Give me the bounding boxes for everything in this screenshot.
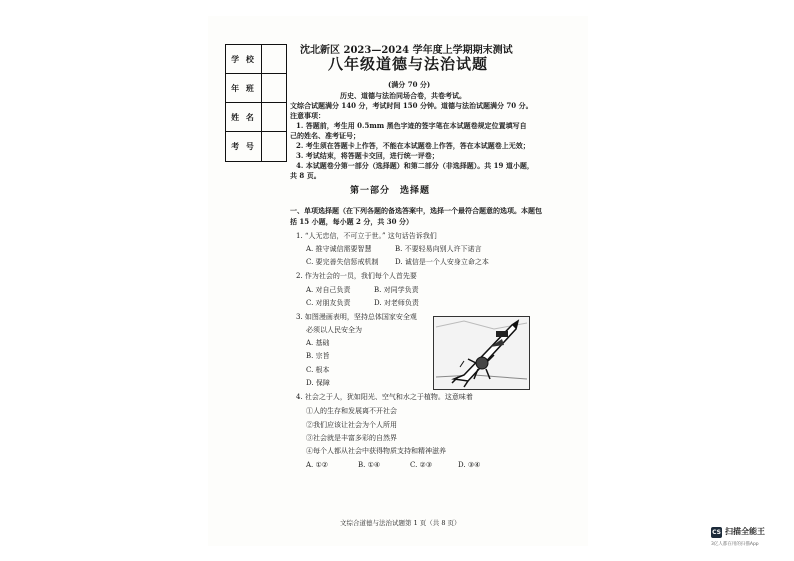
question-3-option-d: D. 保障 [306,379,330,387]
question-2-option-c: C. 对朋友负责 [306,299,351,307]
part-intro: 一、单项选择题（在下列各题的备选答案中，选择一个最符合题意的选项。本题包 [290,206,542,215]
exam-title: 沈北新区 2023—2024 学年度上学期期末测试 [300,45,513,56]
subject-note: 历史、道德与法治同场合卷，共卷考试。 [340,91,466,100]
cartoon-illustration [433,316,530,390]
note-item-2: 2. 考生须在答题卡上作答，不能在本试题卷上作答，答在本试题卷上无效； [296,141,530,150]
question-2-option-a: A. 对自己负责 [306,286,351,294]
question-4-option-c: C. ②③ [410,461,433,469]
question-3-option-b: B. 宗旨 [306,352,330,360]
question-3-stem: 3. 如图漫画表明，坚持总体国家安全观 [296,313,417,321]
question-4-option-d: D. ③④ [458,461,481,469]
notes-heading: 注意事项： [290,111,325,120]
question-1-option-c: C. 要完善失信惩戒机制 [306,258,379,266]
question-2-option-d: D. 对老师负责 [374,299,419,307]
time-note: 文综合试题满分 140 分，考试时间 150 分钟。道德与法治试题满分 70 分。 [290,101,533,110]
class-row [226,74,286,103]
scanner-logo-icon: CS [712,529,721,536]
page-footer: 文综合道德与法治试题第 1 页（共 8 页） [340,519,461,527]
school-label: 学 校 [226,45,262,73]
note-item-4-cont: 共 8 页。 [290,171,321,180]
question-3-option-a: A. 基础 [306,339,330,347]
question-1-stem: 1. “人无忠信，不可立于世。” 这句话告诉我们 [296,232,437,240]
note-item-1: 1. 答题前，考生用 0.5mm 黑色字迹的签字笔在本试题卷规定位置填写自 [296,121,527,130]
exam-number-row [226,132,286,161]
question-2-stem: 2. 作为社会的一员，我们每个人首先要 [296,272,417,280]
school-row [226,45,286,74]
class-label: 年 班 [226,74,262,102]
note-item-3: 3. 考试结束，将答题卡交回，进行统一评卷； [296,151,439,160]
exam-subject-title: 八年级道德与法治试题 [328,55,489,73]
question-4-statement-1: ①人的生存和发展离不开社会 [306,407,397,415]
question-4-stem: 4. 社会之于人，犹如阳光、空气和水之于植物。这意味着 [296,393,473,401]
name-row [226,103,286,132]
question-4-statement-2: ②我们应该让社会为个人所用 [306,421,397,429]
scanner-tagline: 3亿人都在用的扫描App [711,542,759,547]
question-2-option-b: B. 对同学负责 [374,286,419,294]
section-title: 第一部分 选择题 [350,186,431,196]
cartoon-drawing [434,317,529,389]
full-score: (满分 70 分) [388,80,431,89]
question-3-stem-cont: 必须以人民安全为 [306,326,362,334]
question-4-statement-3: ③社会就是丰富多彩的自然界 [306,434,397,442]
question-1-option-b: B. 不要轻易向别人许下诺言 [395,245,482,253]
question-3-option-c: C. 根本 [306,366,330,374]
question-4-option-b: B. ①④ [358,461,381,469]
name-label: 姓 名 [226,103,262,131]
part-intro-cont: 括 15 小题，每小题 2 分，共 30 分） [290,217,413,226]
scanner-app-name: 扫描全能王 [725,527,765,536]
exam-number-label: 考 号 [226,132,262,161]
question-4-option-a: A. ①② [306,461,329,469]
question-4-statement-4: ④每个人都从社会中获得物质支持和精神滋养 [306,447,446,455]
note-item-1-cont: 己的姓名、准考证号； [290,131,360,140]
question-1-option-d: D. 诚信是一个人安身立命之本 [395,258,489,266]
note-item-4: 4. 本试题卷分第一部分（选择题）和第二部分（非选择题）。共 19 道小题， [296,161,534,170]
question-1-option-a: A. 推守诚信需要智慧 [306,245,372,253]
student-info-box [225,44,287,162]
